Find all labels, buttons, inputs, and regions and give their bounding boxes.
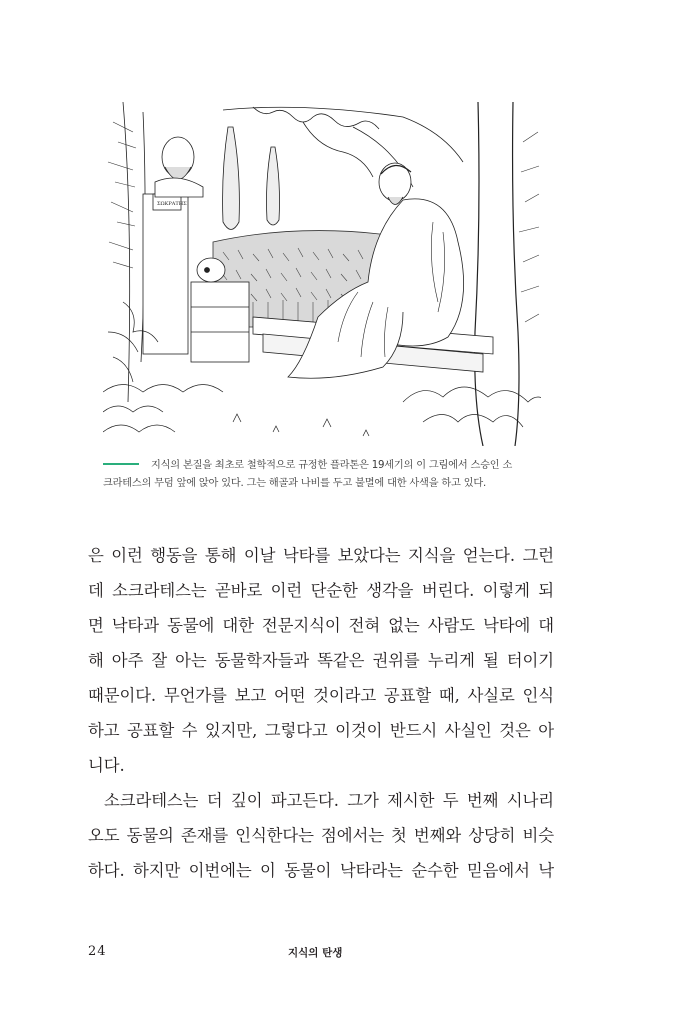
figure-caption <box>103 457 543 493</box>
paragraph-2 <box>88 783 554 888</box>
text-line: 데 소크라테스는 곧바로 이런 단순한 생각을 버린다. 이렇게 되 <box>88 581 554 600</box>
text-line: 은 이런 행동을 통해 이날 낙타를 보았다는 지식을 얻는다. 그런 <box>88 546 554 565</box>
body-text <box>88 538 554 888</box>
svg-text:ΣΩΚΡΑΤΗΣ: ΣΩΚΡΑΤΗΣ <box>157 201 187 207</box>
caption-line-1: 지식의 본질을 최초로 철학적으로 규정한 플라톤은 19세기의 이 그림에서 스승인 소 <box>151 460 513 471</box>
text-line: 오도 동물의 존재를 인식한다는 점에서는 첫 번째와 상당히 비슷 <box>88 826 554 845</box>
running-title: 지식의 탄생 <box>288 947 343 959</box>
page-number: 24 <box>88 944 107 959</box>
text-line: 하고 공표할 수 있지만, 그렇다고 이것이 반드시 사실인 것은 아 <box>88 721 554 740</box>
engraving-image <box>103 102 541 446</box>
caption-accent-rule <box>103 463 139 465</box>
page-footer <box>88 944 554 964</box>
text-line: 하다. 하지만 이번에는 이 동물이 낙타라는 순수한 믿음에서 낙 <box>88 861 554 880</box>
text-line: 해 아주 잘 아는 동물학자들과 똑같은 권위를 누리게 될 터이기 <box>88 651 554 670</box>
text-line: 때문이다. 무언가를 보고 어떤 것이라고 공표할 때, 사실로 인식 <box>88 686 554 705</box>
text-line: 면 낙타과 동물에 대한 전문지식이 전혀 없는 사람도 낙타에 대 <box>88 616 554 635</box>
text-line: 니다. <box>88 756 125 775</box>
illustration-plato-socrates-tomb <box>103 102 541 446</box>
text-line: 소크라테스는 더 깊이 파고든다. 그가 제시한 두 번째 시나리 <box>104 791 554 810</box>
caption-line-2: 크라테스의 무덤 앞에 앉아 있다. 그는 해골과 나비를 두고 불멸에 대한 사색을 하고 있다. <box>103 478 487 489</box>
paragraph-1 <box>88 538 554 783</box>
